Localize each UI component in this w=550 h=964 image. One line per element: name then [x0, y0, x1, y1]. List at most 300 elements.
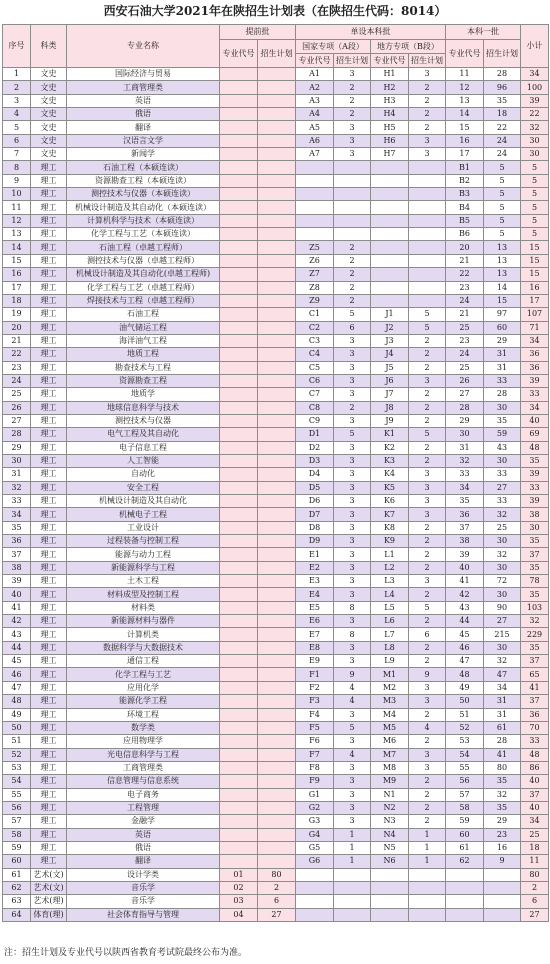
- cell-tier1-plan: 13: [484, 268, 521, 281]
- table-row: [3, 334, 549, 347]
- cell-tier1-plan: 31: [484, 361, 521, 374]
- table-row: [3, 655, 549, 668]
- cell-tier1-code: 13: [446, 94, 484, 107]
- cell-tier1-code: 16: [446, 134, 484, 147]
- cell-seq: 29: [3, 441, 31, 454]
- cell-early-plan: [258, 788, 296, 801]
- cell-early-plan: [258, 575, 296, 588]
- cell-early-code: [220, 134, 258, 147]
- cell-national-code: C8: [296, 401, 334, 414]
- table-row: [3, 628, 549, 641]
- table-row: [3, 481, 549, 494]
- cell-subtotal: 2: [521, 881, 549, 894]
- cell-early-code: [220, 214, 258, 227]
- cell-local-plan: [409, 908, 446, 921]
- cell-early-code: [220, 775, 258, 788]
- cell-tier1-code: 43: [446, 601, 484, 614]
- table-row: [3, 708, 549, 721]
- cell-early-plan: [258, 601, 296, 614]
- cell-tier1-plan: [484, 908, 521, 921]
- cell-national-code: D4: [296, 468, 334, 481]
- cell-early-plan: [258, 321, 296, 334]
- cell-local-code: K9: [371, 535, 409, 548]
- cell-subtotal: 30: [521, 521, 549, 534]
- cell-tier1-plan: 25: [484, 521, 521, 534]
- cell-major: 音乐学: [67, 895, 220, 908]
- cell-seq: 33: [3, 495, 31, 508]
- cell-tier1-plan: 22: [484, 121, 521, 134]
- cell-seq: 22: [3, 348, 31, 361]
- cell-major: 地质学: [67, 388, 220, 401]
- cell-tier1-plan: 23: [484, 828, 521, 841]
- cell-major: 石油工程（本硕连读）: [67, 161, 220, 174]
- cell-subtotal: 34: [521, 334, 549, 347]
- cell-tier1-code: 23: [446, 281, 484, 294]
- cell-seq: 35: [3, 521, 31, 534]
- cell-local-code: M4: [371, 708, 409, 721]
- cell-major: 社会体育指导与管理: [67, 908, 220, 921]
- cell-tier1-code: 48: [446, 668, 484, 681]
- cell-local-plan: 2: [409, 361, 446, 374]
- cell-national-plan: 4: [334, 681, 371, 694]
- cell-early-code: [220, 628, 258, 641]
- cell-national-plan: 4: [334, 748, 371, 761]
- cell-tier1-plan: 5: [484, 174, 521, 187]
- cell-national-plan: 2: [334, 281, 371, 294]
- cell-local-plan: 2: [409, 414, 446, 427]
- cell-category: 理工: [31, 641, 67, 654]
- cell-tier1-plan: 32: [484, 508, 521, 521]
- cell-subtotal: 33: [521, 388, 549, 401]
- cell-subtotal: 5: [521, 214, 549, 227]
- cell-national-plan: 1: [334, 828, 371, 841]
- cell-seq: 13: [3, 228, 31, 241]
- cell-national-code: [296, 174, 334, 187]
- cell-local-plan: 2: [409, 108, 446, 121]
- cell-national-code: E1: [296, 548, 334, 561]
- cell-national-code: C5: [296, 361, 334, 374]
- cell-seq: 64: [3, 908, 31, 921]
- cell-local-plan: 2: [409, 521, 446, 534]
- cell-national-code: C1: [296, 308, 334, 321]
- cell-early-plan: [258, 508, 296, 521]
- cell-national-code: E3: [296, 575, 334, 588]
- table-row: [3, 188, 549, 201]
- cell-category: 理工: [31, 428, 67, 441]
- cell-national-plan: 3: [334, 548, 371, 561]
- cell-tier1-code: 35: [446, 495, 484, 508]
- cell-early-plan: [258, 201, 296, 214]
- cell-category: 理工: [31, 374, 67, 387]
- cell-subtotal: 38: [521, 508, 549, 521]
- cell-major: 材料成型及控制工程: [67, 588, 220, 601]
- cell-national-code: [296, 908, 334, 921]
- cell-local-code: H3: [371, 94, 409, 107]
- cell-tier1-code: 55: [446, 761, 484, 774]
- cell-national-plan: 3: [334, 495, 371, 508]
- cell-seq: 25: [3, 388, 31, 401]
- cell-seq: 40: [3, 588, 31, 601]
- cell-category: 理工: [31, 308, 67, 321]
- cell-early-code: [220, 575, 258, 588]
- cell-local-plan: 2: [409, 121, 446, 134]
- cell-tier1-plan: 59: [484, 428, 521, 441]
- enrollment-plan-table: [2, 24, 549, 922]
- cell-early-plan: [258, 481, 296, 494]
- cell-local-plan: 2: [409, 441, 446, 454]
- cell-early-plan: 6: [258, 895, 296, 908]
- cell-seq: 36: [3, 535, 31, 548]
- cell-national-plan: 3: [334, 481, 371, 494]
- table-row: [3, 228, 549, 241]
- cell-local-plan: 3: [409, 374, 446, 387]
- cell-national-plan: 3: [334, 655, 371, 668]
- cell-category: 文史: [31, 121, 67, 134]
- cell-national-plan: [334, 174, 371, 187]
- cell-category: 理工: [31, 361, 67, 374]
- cell-seq: 9: [3, 174, 31, 187]
- cell-early-code: [220, 521, 258, 534]
- cell-early-code: [220, 668, 258, 681]
- cell-national-plan: 5: [334, 308, 371, 321]
- cell-national-code: A5: [296, 121, 334, 134]
- cell-tier1-plan: 27: [484, 615, 521, 628]
- cell-national-plan: 2: [334, 401, 371, 414]
- header-single-batch: 单设本科批: [296, 25, 446, 40]
- cell-national-code: C4: [296, 348, 334, 361]
- cell-local-code: [371, 868, 409, 881]
- cell-local-code: H1: [371, 68, 409, 81]
- cell-early-code: [220, 548, 258, 561]
- header-major: 专业名称: [67, 25, 220, 68]
- cell-seq: 60: [3, 855, 31, 868]
- cell-tier1-code: 58: [446, 801, 484, 814]
- cell-national-plan: 3: [334, 148, 371, 161]
- cell-early-plan: 80: [258, 868, 296, 881]
- cell-category: 理工: [31, 815, 67, 828]
- cell-major: 设计学类: [67, 868, 220, 881]
- cell-category: 艺术(文): [31, 868, 67, 881]
- cell-national-plan: 3: [334, 775, 371, 788]
- cell-national-code: C2: [296, 321, 334, 334]
- table-row: [3, 254, 549, 267]
- cell-local-plan: 3: [409, 495, 446, 508]
- cell-tier1-plan: 29: [484, 334, 521, 347]
- cell-early-plan: [258, 188, 296, 201]
- cell-tier1-plan: 24: [484, 148, 521, 161]
- cell-local-code: [371, 881, 409, 894]
- cell-national-code: G6: [296, 855, 334, 868]
- cell-category: 理工: [31, 775, 67, 788]
- cell-early-code: [220, 681, 258, 694]
- cell-category: 理工: [31, 334, 67, 347]
- cell-tier1-plan: 32: [484, 655, 521, 668]
- cell-early-plan: [258, 775, 296, 788]
- cell-category: 理工: [31, 174, 67, 187]
- cell-early-code: [220, 161, 258, 174]
- table-row: [3, 161, 549, 174]
- cell-subtotal: 35: [521, 535, 549, 548]
- cell-subtotal: 34: [521, 68, 549, 81]
- cell-subtotal: 16: [521, 281, 549, 294]
- cell-tier1-code: 27: [446, 388, 484, 401]
- cell-national-plan: 2: [334, 108, 371, 121]
- cell-local-plan: [409, 201, 446, 214]
- cell-seq: 14: [3, 241, 31, 254]
- cell-category: 理工: [31, 481, 67, 494]
- cell-major: 音乐学: [67, 881, 220, 894]
- cell-tier1-code: 47: [446, 655, 484, 668]
- cell-seq: 12: [3, 214, 31, 227]
- cell-tier1-plan: 16: [484, 841, 521, 854]
- cell-early-plan: [258, 134, 296, 147]
- cell-seq: 23: [3, 361, 31, 374]
- table-row: [3, 761, 549, 774]
- cell-early-code: [220, 201, 258, 214]
- cell-category: 理工: [31, 201, 67, 214]
- cell-national-code: G1: [296, 788, 334, 801]
- cell-early-code: [220, 748, 258, 761]
- cell-category: 理工: [31, 681, 67, 694]
- cell-local-code: N1: [371, 788, 409, 801]
- cell-seq: 52: [3, 748, 31, 761]
- cell-national-plan: [334, 201, 371, 214]
- cell-category: 理工: [31, 721, 67, 734]
- cell-national-plan: 5: [334, 428, 371, 441]
- cell-national-code: A7: [296, 148, 334, 161]
- table-row: [3, 94, 549, 107]
- cell-tier1-plan: 31: [484, 708, 521, 721]
- cell-early-plan: [258, 561, 296, 574]
- cell-seq: 47: [3, 681, 31, 694]
- cell-early-code: 04: [220, 908, 258, 921]
- cell-category: 理工: [31, 294, 67, 307]
- cell-category: 理工: [31, 855, 67, 868]
- cell-tier1-plan: 96: [484, 81, 521, 94]
- cell-national-code: F3: [296, 695, 334, 708]
- cell-local-code: K4: [371, 468, 409, 481]
- cell-early-code: [220, 121, 258, 134]
- cell-tier1-plan: 31: [484, 348, 521, 361]
- cell-national-code: [296, 201, 334, 214]
- cell-early-plan: [258, 495, 296, 508]
- cell-national-code: G3: [296, 815, 334, 828]
- cell-category: 理工: [31, 254, 67, 267]
- cell-local-plan: 1: [409, 841, 446, 854]
- cell-major: 工业设计: [67, 521, 220, 534]
- cell-early-plan: [258, 468, 296, 481]
- cell-tier1-plan: 33: [484, 495, 521, 508]
- table-row: [3, 588, 549, 601]
- cell-local-code: N2: [371, 801, 409, 814]
- cell-tier1-plan: [484, 895, 521, 908]
- page-title: 西安石油大学2021年在陕招生计划表（在陕招生代码：8014）: [103, 4, 447, 18]
- table-row: [3, 895, 549, 908]
- cell-national-code: Z6: [296, 254, 334, 267]
- table-row: [3, 441, 549, 454]
- cell-tier1-code: 26: [446, 374, 484, 387]
- cell-tier1-code: B2: [446, 174, 484, 187]
- cell-tier1-plan: 5: [484, 214, 521, 227]
- cell-major: 机械电子工程: [67, 508, 220, 521]
- cell-seq: 10: [3, 188, 31, 201]
- cell-national-code: C3: [296, 334, 334, 347]
- table-row: [3, 535, 549, 548]
- cell-early-plan: [258, 681, 296, 694]
- cell-subtotal: 86: [521, 761, 549, 774]
- table-row: [3, 281, 549, 294]
- cell-tier1-code: 52: [446, 721, 484, 734]
- cell-tier1-code: 22: [446, 268, 484, 281]
- cell-early-plan: [258, 161, 296, 174]
- cell-national-code: E8: [296, 641, 334, 654]
- cell-early-code: [220, 615, 258, 628]
- cell-national-code: [296, 188, 334, 201]
- cell-national-plan: 3: [334, 374, 371, 387]
- cell-subtotal: 35: [521, 561, 549, 574]
- cell-national-plan: 1: [334, 855, 371, 868]
- cell-category: 理工: [31, 401, 67, 414]
- cell-early-code: [220, 94, 258, 107]
- cell-subtotal: 70: [521, 721, 549, 734]
- cell-seq: 59: [3, 841, 31, 854]
- cell-major: 英语: [67, 94, 220, 107]
- cell-national-plan: [334, 895, 371, 908]
- cell-major: 海洋油气工程: [67, 334, 220, 347]
- table-row: [3, 641, 549, 654]
- cell-subtotal: 5: [521, 188, 549, 201]
- cell-major: 英语: [67, 828, 220, 841]
- cell-tier1-code: [446, 881, 484, 894]
- cell-early-code: 01: [220, 868, 258, 881]
- cell-early-plan: [258, 374, 296, 387]
- cell-early-code: [220, 348, 258, 361]
- cell-seq: 63: [3, 895, 31, 908]
- cell-local-code: M7: [371, 748, 409, 761]
- cell-early-code: [220, 294, 258, 307]
- cell-national-code: C9: [296, 414, 334, 427]
- cell-subtotal: 25: [521, 828, 549, 841]
- cell-tier1-code: 21: [446, 254, 484, 267]
- cell-tier1-plan: 35: [484, 775, 521, 788]
- cell-major: 俄语: [67, 841, 220, 854]
- cell-early-code: [220, 108, 258, 121]
- cell-major: 数据科学与大数据技术: [67, 641, 220, 654]
- cell-seq: 57: [3, 815, 31, 828]
- cell-seq: 20: [3, 321, 31, 334]
- cell-early-plan: [258, 615, 296, 628]
- cell-tier1-plan: 97: [484, 308, 521, 321]
- cell-early-plan: [258, 721, 296, 734]
- cell-national-code: E5: [296, 601, 334, 614]
- cell-tier1-plan: 13: [484, 254, 521, 267]
- cell-category: 文史: [31, 134, 67, 147]
- cell-national-code: D8: [296, 521, 334, 534]
- cell-national-plan: 2: [334, 268, 371, 281]
- cell-subtotal: 41: [521, 681, 549, 694]
- cell-early-plan: [258, 548, 296, 561]
- cell-tier1-plan: 60: [484, 321, 521, 334]
- cell-local-code: N4: [371, 828, 409, 841]
- cell-early-code: [220, 281, 258, 294]
- cell-early-code: [220, 588, 258, 601]
- cell-category: 理工: [31, 588, 67, 601]
- cell-local-code: N6: [371, 855, 409, 868]
- cell-category: 理工: [31, 695, 67, 708]
- cell-early-plan: [258, 668, 296, 681]
- cell-local-code: J3: [371, 334, 409, 347]
- cell-seq: 49: [3, 708, 31, 721]
- cell-tier1-plan: 35: [484, 801, 521, 814]
- cell-tier1-code: 24: [446, 294, 484, 307]
- cell-local-plan: 2: [409, 655, 446, 668]
- cell-category: 理工: [31, 761, 67, 774]
- cell-tier1-code: 15: [446, 121, 484, 134]
- cell-tier1-code: 41: [446, 575, 484, 588]
- cell-subtotal: 37: [521, 548, 549, 561]
- table-row: [3, 788, 549, 801]
- cell-local-plan: 2: [409, 535, 446, 548]
- cell-tier1-code: 25: [446, 321, 484, 334]
- cell-seq: 16: [3, 268, 31, 281]
- cell-tier1-code: B4: [446, 201, 484, 214]
- cell-subtotal: 6: [521, 895, 549, 908]
- cell-early-plan: [258, 401, 296, 414]
- cell-national-code: [296, 881, 334, 894]
- cell-early-plan: [258, 521, 296, 534]
- cell-subtotal: 33: [521, 735, 549, 748]
- cell-seq: 41: [3, 601, 31, 614]
- cell-local-plan: 3: [409, 508, 446, 521]
- cell-tier1-plan: 28: [484, 735, 521, 748]
- cell-tier1-plan: 32: [484, 548, 521, 561]
- cell-seq: 28: [3, 428, 31, 441]
- table-row: [3, 294, 549, 307]
- cell-national-plan: 3: [334, 735, 371, 748]
- cell-national-code: A4: [296, 108, 334, 121]
- cell-local-code: K8: [371, 521, 409, 534]
- cell-tier1-code: 61: [446, 841, 484, 854]
- cell-seq: 61: [3, 868, 31, 881]
- cell-national-plan: 3: [334, 508, 371, 521]
- cell-local-code: H6: [371, 134, 409, 147]
- cell-category: 理工: [31, 535, 67, 548]
- cell-national-code: G4: [296, 828, 334, 841]
- cell-subtotal: 5: [521, 228, 549, 241]
- table-row: [3, 268, 549, 281]
- cell-tier1-code: 49: [446, 681, 484, 694]
- cell-early-plan: [258, 748, 296, 761]
- cell-local-plan: 2: [409, 615, 446, 628]
- cell-local-plan: 2: [409, 81, 446, 94]
- cell-tier1-code: 54: [446, 748, 484, 761]
- cell-local-code: J2: [371, 321, 409, 334]
- cell-early-code: [220, 721, 258, 734]
- cell-seq: 43: [3, 628, 31, 641]
- cell-early-plan: [258, 695, 296, 708]
- table-row: [3, 561, 549, 574]
- cell-major: 机械设计制造及其自动化(卓越工程师): [67, 268, 220, 281]
- cell-national-plan: 3: [334, 801, 371, 814]
- cell-seq: 56: [3, 801, 31, 814]
- cell-local-plan: [409, 241, 446, 254]
- cell-major: 化学工程与工艺: [67, 668, 220, 681]
- cell-category: 理工: [31, 281, 67, 294]
- cell-local-code: L9: [371, 655, 409, 668]
- cell-category: 理工: [31, 228, 67, 241]
- table-row: [3, 214, 549, 227]
- cell-subtotal: 39: [521, 495, 549, 508]
